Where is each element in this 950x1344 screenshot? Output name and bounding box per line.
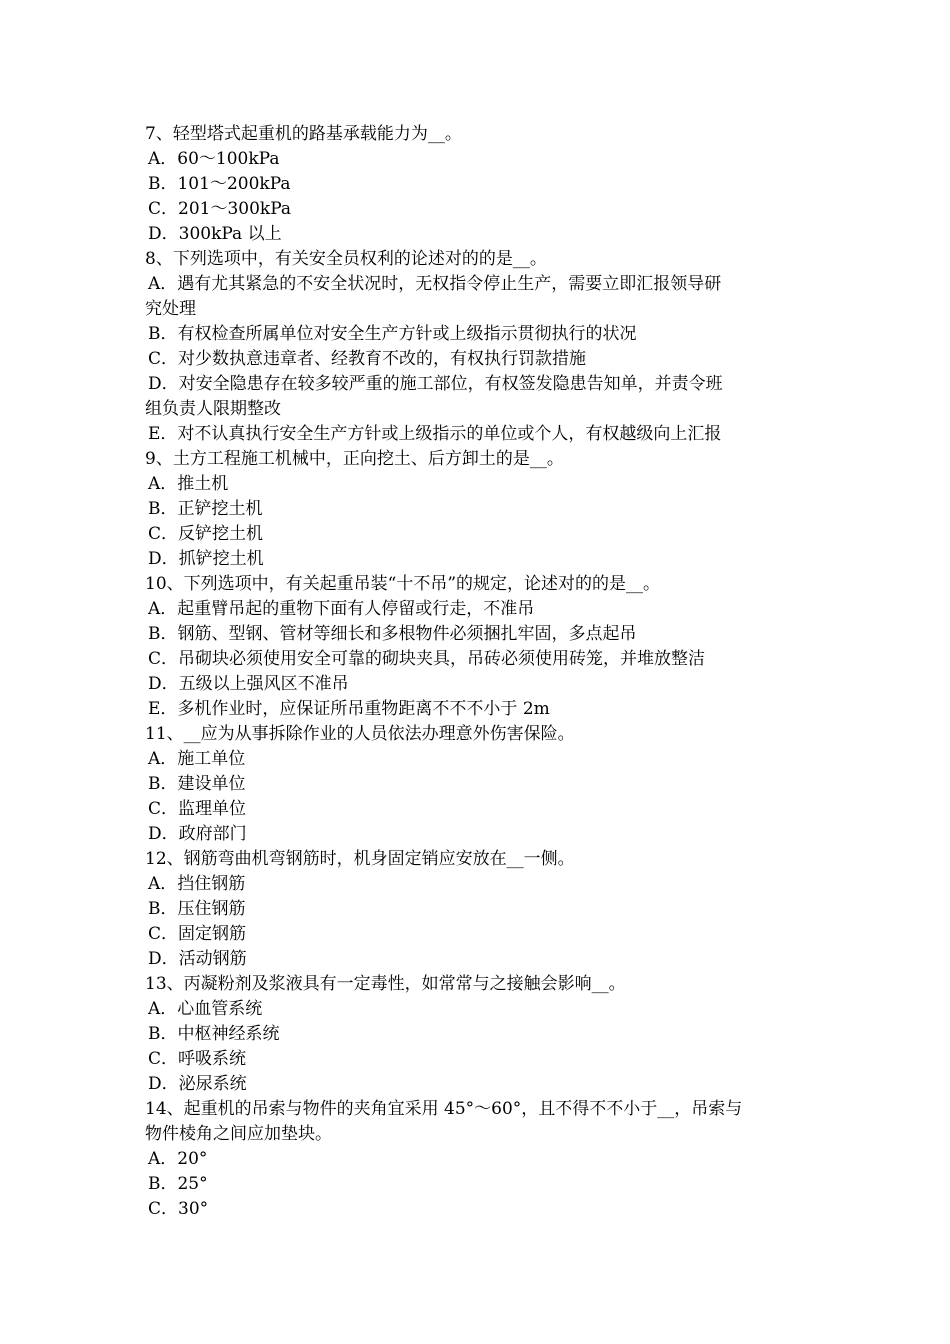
question-8: 8、下列选项中，有关安全员权利的论述对的的是__。 <box>145 249 547 269</box>
question-11: 11、__应为从事拆除作业的人员依法办理意外伤害保险。 <box>145 724 575 744</box>
option-9-d: D．抓铲挖土机 <box>148 549 264 569</box>
option-8-e: E．对不认真执行安全生产方针或上级指示的单位或个人，有权越级向上汇报 <box>148 424 722 444</box>
question-13: 13、丙凝粉剂及浆液具有一定毒性，如常常与之接触会影响__。 <box>145 974 626 994</box>
option-10-c: C．吊砌块必须使用安全可靠的砌块夹具，吊砖必须使用砖笼，并堆放整洁 <box>148 649 706 669</box>
question-list <box>145 122 810 1222</box>
question-7: 7、轻型塔式起重机的路基承载能力为__。 <box>145 124 462 144</box>
option-10-a: A．起重臂吊起的重物下面有人停留或行走，不准吊 <box>148 599 535 619</box>
option-11-a: A．施工单位 <box>148 749 246 769</box>
option-7-b: B．101～200kPa <box>148 174 291 194</box>
option-13-a: A．心血管系统 <box>148 999 263 1019</box>
question-10: 10、下列选项中，有关起重吊装“十不吊”的规定，论述对的的是__。 <box>145 574 661 594</box>
option-14-b: B．25° <box>148 1174 208 1194</box>
option-14-c: C．30° <box>148 1199 209 1219</box>
option-11-d: D．政府部门 <box>148 824 247 844</box>
option-12-d: D．活动钢筋 <box>148 949 247 969</box>
option-8-a: A．遇有尤其紧急的不安全状况时，无权指令停止生产，需要立即汇报领导研 <box>148 274 722 294</box>
option-13-d: D．泌尿系统 <box>148 1074 247 1094</box>
option-12-b: B．压住钢筋 <box>148 899 246 919</box>
option-11-c: C．监理单位 <box>148 799 247 819</box>
option-7-c: C．201～300kPa <box>148 199 292 219</box>
question-9: 9、土方工程施工机械中，正向挖土、后方卸土的是__。 <box>145 449 564 469</box>
option-7-d: D．300kPa 以上 <box>148 224 282 244</box>
option-13-c: C．呼吸系统 <box>148 1049 247 1069</box>
option-8-d-continued: 组负责人限期整改 <box>145 399 281 419</box>
option-13-b: B．中枢神经系统 <box>148 1024 280 1044</box>
option-9-a: A．推土机 <box>148 474 229 494</box>
option-12-a: A．挡住钢筋 <box>148 874 246 894</box>
option-8-c: C．对少数执意违章者、经教育不改的，有权执行罚款措施 <box>148 349 587 369</box>
question-14: 14、起重机的吊索与物件的夹角宜采用 45°～60°，且不得不不小于__，吊索与 <box>145 1099 743 1119</box>
option-11-b: B．建设单位 <box>148 774 246 794</box>
question-12: 12、钢筋弯曲机弯钢筋时，机身固定销应安放在__一侧。 <box>145 849 575 869</box>
option-10-d: D．五级以上强风区不准吊 <box>148 674 349 694</box>
option-12-c: C．固定钢筋 <box>148 924 247 944</box>
option-8-d: D．对安全隐患存在较多较严重的施工部位，有权签发隐患告知单，并责令班 <box>148 374 723 394</box>
option-10-e: E．多机作业时，应保证所吊重物距离不不不小于 2m <box>148 699 550 719</box>
option-14-a: A．20° <box>148 1149 208 1169</box>
option-10-b: B．钢筋、型钢、管材等细长和多根物件必须捆扎牢固，多点起吊 <box>148 624 637 644</box>
option-9-b: B．正铲挖土机 <box>148 499 263 519</box>
option-9-c: C．反铲挖土机 <box>148 524 264 544</box>
option-7-a: A．60～100kPa <box>148 149 280 169</box>
option-8-a-continued: 究处理 <box>145 299 196 319</box>
question-14-continued: 物件棱角之间应加垫块。 <box>145 1124 332 1144</box>
option-8-b: B．有权检查所属单位对安全生产方针或上级指示贯彻执行的状况 <box>148 324 637 344</box>
